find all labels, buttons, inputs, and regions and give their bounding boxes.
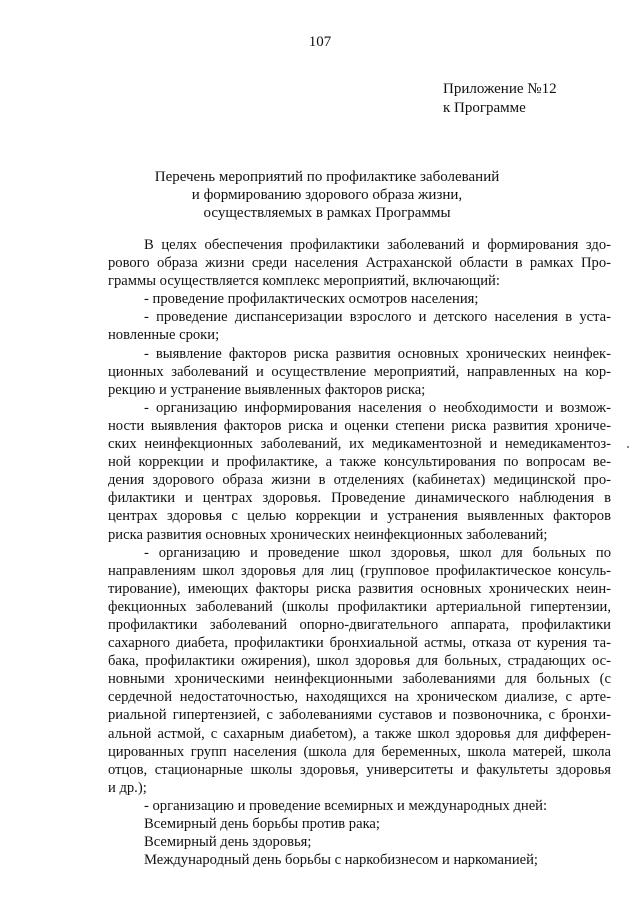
body-line: рового образа жизни среди населения Астраханской области в рамках Про-	[108, 255, 611, 272]
body-line: В целях обеспечения профилактики заболеваний и формирования здо-	[144, 237, 611, 253]
body-line: фекционных заболеваний (школы профилактики артериальной гипертензии,	[108, 598, 611, 615]
body-line: ских неинфекционных заболеваний, их медикаментозной и немедикаментоз-	[108, 436, 611, 453]
body-line: ности выявления факторов риска и оценки степени риска развития хрониче-	[108, 417, 611, 434]
appendix-line-1: Приложение №12	[443, 81, 557, 97]
body-line: Международный день борьбы с наркобизнесом и наркоманией;	[144, 852, 538, 869]
body-line: новными хроническими неинфекционными заболеваниями для больных (с	[108, 671, 611, 688]
body-line: - организацию и проведение школ здоровья, школ для больных по	[144, 544, 611, 561]
body-line: направлениям школ здоровья для лиц (групповое профилактическое консуль-	[108, 562, 611, 579]
body-line: тирование), имеющих факторы риска развития основных хронических неин-	[108, 580, 611, 597]
title-line-3: осуществляемых в рамках Программы	[203, 205, 451, 221]
appendix-line-2: к Программе	[443, 100, 526, 116]
body-line: Всемирный день здоровья;	[144, 834, 312, 851]
body-line: - организацию и проведение всемирных и международных дней:	[144, 797, 548, 814]
body-line: - проведение диспансеризации взрослого и детского населения в уста-	[144, 309, 611, 326]
body-line: отцов, стационарные школы здоровья, университеты и факультеты здоровья	[108, 761, 611, 778]
body-line: сердечной недостаточностью, находящихся на хроническом диализе, с арте-	[108, 689, 611, 706]
body-line: профилактики заболеваний опорно-двигательного аппарата, профилактики	[108, 616, 611, 633]
body-line: бака, профилактики ожирения), школ здоровья для больных, страдающих ос-	[108, 653, 611, 670]
appendix-reference	[443, 80, 557, 118]
body-line: новленные сроки;	[108, 327, 220, 344]
body-line: - выявление факторов риска развития основных хронических неинфек-	[144, 345, 611, 362]
page-number: 107	[308, 34, 332, 50]
body-line: рекцию и устранение выявленных факторов риска;	[108, 381, 426, 398]
title-line-1: Перечень мероприятий по профилактике заболеваний	[154, 169, 500, 185]
body-line: и др.);	[108, 779, 147, 796]
body-line: Всемирный день борьбы против рака;	[144, 816, 380, 832]
body-line: граммы осуществляется комплекс мероприятий, включающий:	[108, 273, 500, 290]
body-line: ционных заболеваний и осуществление мероприятий, направленных на кор-	[108, 363, 611, 380]
body-line: - организацию информирования населения о необходимости и возмож-	[144, 399, 611, 416]
document-title	[60, 168, 594, 222]
body-line: цированных групп населения (школа для беременных, школа матерей, школа	[108, 743, 611, 760]
body-line: - проведение профилактических осмотров населения;	[144, 291, 479, 308]
body-line: дения здорового образа жизни в отделениях (кабинетах) медицинской про-	[108, 472, 611, 489]
body-line: центрах здоровья с целью коррекции и устранения выявленных факторов	[108, 508, 611, 525]
body-line: ной коррекции и профилактике, а также консультирования по вопросам ве-	[108, 454, 611, 471]
title-line-2: и формированию здорового образа жизни,	[191, 187, 463, 203]
body-line: альной астмой, с сахарным диабетом), а также школ здоровья для дифферен-	[108, 725, 611, 742]
body-line: риальной гипертензией, с заболеваниями суставов и позвоночника, с бронхи-	[108, 707, 611, 724]
body-line: риска развития основных хронических неинфекционных заболеваний;	[108, 526, 548, 543]
body-line: филактики и центрах здоровья. Проведение динамического наблюдения в	[108, 490, 611, 507]
scan-speck	[627, 446, 629, 448]
body-text	[108, 236, 611, 869]
body-line: сахарного диабета, профилактики бронхиальной астмы, отказа от курения та-	[108, 635, 611, 652]
